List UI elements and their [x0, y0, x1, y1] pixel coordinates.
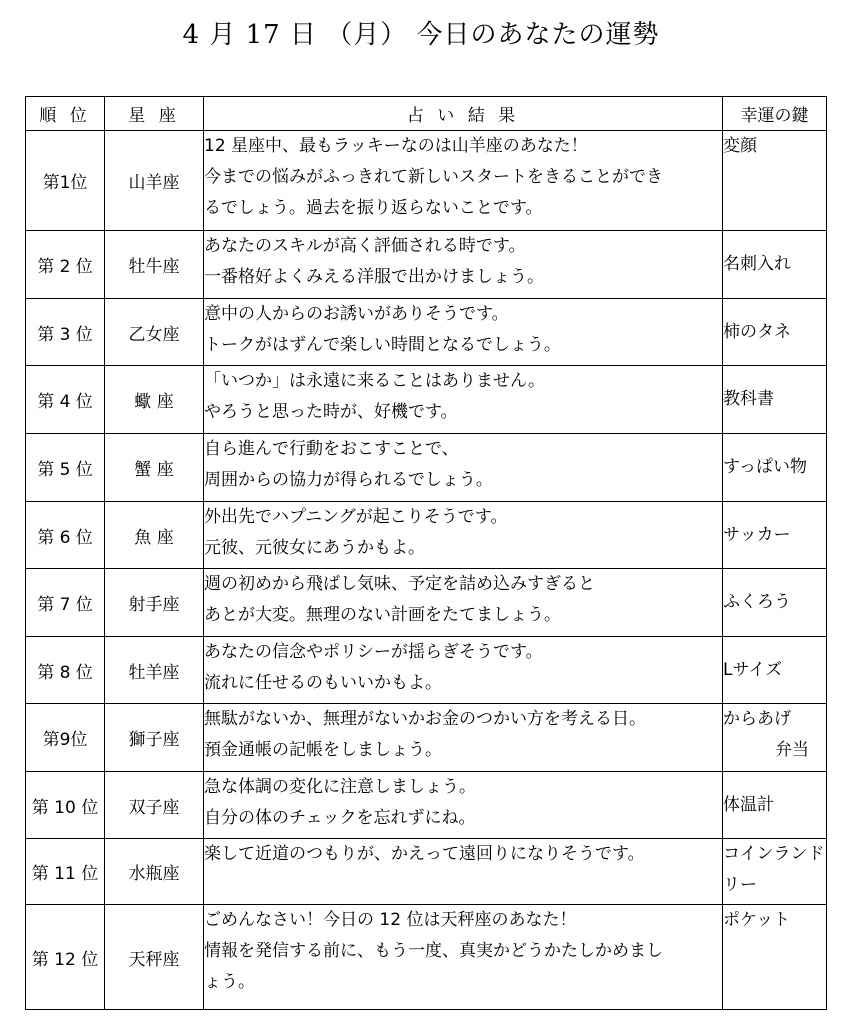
rank-cell: 第 12 位 [26, 905, 105, 1010]
lucky-key-line: Lサイズ [723, 659, 783, 680]
rank-cell: 第1位 [26, 131, 105, 231]
result-line: あなたの信念やポリシーが揺らぎそうです。 [204, 642, 543, 662]
header-sign: 星 座 [105, 97, 204, 131]
sign-cell: 乙女座 [105, 299, 204, 366]
lucky-key-line: 柿のタネ [723, 321, 791, 342]
lucky-key-cell [723, 131, 827, 231]
sign-cell: 蠍 座 [105, 366, 204, 434]
sign-cell: 射手座 [105, 569, 204, 637]
result-cell [204, 569, 723, 637]
lucky-key-line: 変顔 [723, 136, 757, 156]
result-cell [204, 637, 723, 704]
result-line: 「いつか」は永遠に来ることはありません。 [204, 371, 546, 391]
result-line: 元彼、元彼女にあうかもよ。 [204, 538, 425, 558]
table-row [26, 502, 827, 569]
sign-cell: 双子座 [105, 772, 204, 839]
result-line: ごめんなさい！今日の 12 位は天秤座のあなた！ [204, 910, 577, 930]
table-row [26, 131, 827, 231]
result-cell [204, 704, 723, 772]
lucky-key-line: すっぱい物 [723, 457, 807, 477]
result-line: 意中の人からのお誘いがありそうです。 [204, 304, 509, 324]
result-line: 流れに任せるのもいいかもよ。 [204, 673, 442, 693]
lucky-key-cell [723, 231, 827, 299]
lucky-key-cell [723, 434, 827, 502]
lucky-key-line: ふくろう [723, 592, 791, 612]
rank-cell: 第 6 位 [26, 502, 105, 569]
rank-cell: 第 4 位 [26, 366, 105, 434]
result-line: 週の初めから飛ばし気味、予定を詰め込みすぎると [204, 574, 595, 594]
result-line: やろうと思った時が、好機です。 [204, 402, 458, 422]
result-cell [204, 905, 723, 1010]
table-row [26, 569, 827, 637]
lucky-key-cell [723, 299, 827, 366]
lucky-key-cell [723, 502, 827, 569]
table-row [26, 231, 827, 299]
result-line: るでしょう。過去を振り返らないことです。 [204, 198, 543, 218]
result-line: あなたのスキルが高く評価される時です。 [204, 236, 526, 256]
table-row [26, 839, 827, 905]
result-line: 情報を発信する前に、もう一度、真実かどうかたしかめまし [204, 941, 663, 961]
result-line: 無駄がないか、無理がないかお金のつかい方を考える日。 [204, 709, 646, 729]
result-line: 外出先でハプニングが起こりそうです。 [204, 507, 508, 527]
rank-cell: 第 2 位 [26, 231, 105, 299]
rank-cell: 第 5 位 [26, 434, 105, 502]
result-line: 12 星座中、最もラッキーなのは山羊座のあなた！ [204, 136, 588, 156]
lucky-key-cell [723, 366, 827, 434]
lucky-key-line: 体温計 [723, 794, 774, 815]
result-cell [204, 772, 723, 839]
result-cell [204, 366, 723, 434]
result-cell [204, 434, 723, 502]
lucky-key-line: 教科書 [723, 389, 774, 409]
result-line: あとが大変。無理のない計画をたてましょう。 [204, 605, 561, 625]
result-line: ょう。 [204, 972, 255, 992]
sign-cell: 獅子座 [105, 704, 204, 772]
result-line: 預金通帳の記帳をしましょう。 [204, 740, 442, 760]
lucky-key-cell [723, 772, 827, 839]
table-row [26, 905, 827, 1010]
result-line: 周囲からの協力が得られるでしょう。 [204, 470, 493, 490]
lucky-key-line: ポケット [723, 910, 791, 930]
header-row [26, 97, 827, 131]
result-line: トークがはずんで楽しい時間となるでしょう。 [204, 335, 561, 355]
result-cell [204, 131, 723, 231]
lucky-key-cell [723, 839, 827, 905]
result-line: 一番格好よくみえる洋服で出かけましょう。 [204, 267, 544, 287]
sign-cell: 牡羊座 [105, 637, 204, 704]
sign-cell: 天秤座 [105, 905, 204, 1010]
rank-cell: 第 3 位 [26, 299, 105, 366]
result-cell [204, 231, 723, 299]
rank-cell: 第 11 位 [26, 839, 105, 905]
rank-cell: 第 8 位 [26, 637, 105, 704]
lucky-key-cell [723, 905, 827, 1010]
table-row [26, 366, 827, 434]
result-cell [204, 839, 723, 905]
lucky-key-cell [723, 637, 827, 704]
rank-cell: 第 7 位 [26, 569, 105, 637]
result-cell [204, 299, 723, 366]
table-row [26, 637, 827, 704]
header-key: 幸運の鍵 [723, 97, 827, 131]
lucky-key-line: コインランド [723, 844, 825, 864]
lucky-key-line: 名刺入れ [723, 254, 791, 274]
result-line: 楽して近道のつもりが、かえって遠回りになりそうです。 [204, 844, 645, 864]
table-row [26, 704, 827, 772]
lucky-key-line: 弁当 [775, 740, 809, 760]
header-result: 占 い 結 果 [204, 97, 723, 131]
sign-cell: 水瓶座 [105, 839, 204, 905]
result-cell [204, 502, 723, 569]
result-line: 急な体調の変化に注意しましょう。 [204, 777, 476, 797]
header-rank: 順 位 [26, 97, 105, 131]
result-line: 今までの悩みがふっきれて新しいスタートをきることができ [204, 167, 663, 187]
result-line: 自ら進んで行動をおこすことで、 [204, 439, 459, 459]
fortune-table [25, 96, 827, 1010]
table-row [26, 299, 827, 366]
sign-cell: 山羊座 [105, 131, 204, 231]
lucky-key-line: リー [723, 875, 757, 895]
table-row [26, 434, 827, 502]
rank-cell: 第9位 [26, 704, 105, 772]
lucky-key-cell [723, 569, 827, 637]
rank-cell: 第 10 位 [26, 772, 105, 839]
sign-cell: 魚 座 [105, 502, 204, 569]
lucky-key-cell [723, 704, 827, 772]
table-row [26, 772, 827, 839]
sign-cell: 蟹 座 [105, 434, 204, 502]
lucky-key-line: からあげ [723, 709, 791, 729]
page-title: 4 月 17 日 （月） 今日のあなたの運勢 [182, 20, 660, 50]
lucky-key-line: サッカー [723, 524, 791, 545]
sign-cell: 牡牛座 [105, 231, 204, 299]
result-line: 自分の体のチェックを忘れずにね。 [204, 808, 476, 828]
